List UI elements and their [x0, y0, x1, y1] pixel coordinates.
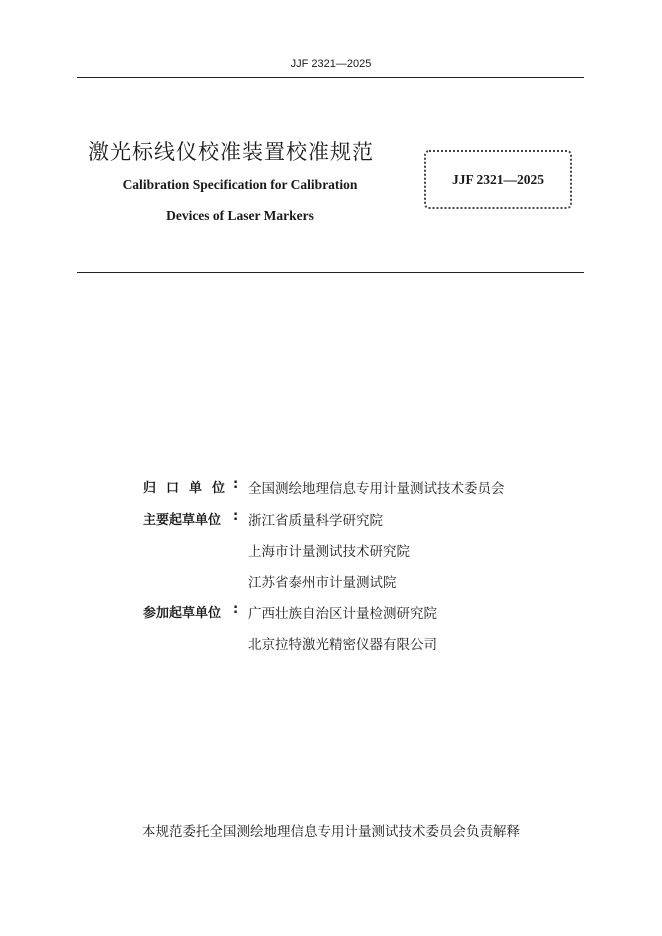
top-divider	[77, 77, 584, 78]
title-english-line1: Calibration Specification for Calibration	[122, 177, 358, 192]
title-chinese: 激光标线仪校准装置校准规范	[88, 140, 374, 164]
main-drafting-colon: :	[233, 509, 239, 524]
interpretation-note: 本规范委托全国测绘地理信息专用计量测试技术委员会负责解释	[142, 824, 520, 840]
main-drafting-unit-3: 江苏省泰州市计量测试院	[248, 575, 397, 591]
centralized-unit-label: 归口单位	[143, 481, 236, 496]
title-english-line2: Devices of Laser Markers	[166, 208, 314, 223]
centralized-unit-1: 全国测绘地理信息专用计量测试技术委员会	[248, 481, 505, 497]
header-standard-code: JJF 2321—2025	[290, 58, 372, 70]
participating-drafting-colon: :	[233, 602, 239, 617]
standard-code-label: JJF 2321—2025	[451, 171, 545, 187]
participating-drafting-unit-1: 广西壮族自治区计量检测研究院	[248, 606, 437, 622]
standard-code-box	[424, 150, 572, 209]
main-drafting-unit-1: 浙江省质量科学研究院	[248, 513, 383, 529]
participating-drafting-unit-2: 北京拉特激光精密仪器有限公司	[248, 637, 437, 653]
participating-drafting-label: 参加起草单位	[143, 606, 222, 621]
centralized-unit-colon: :	[233, 477, 239, 492]
bottom-divider	[77, 272, 584, 273]
main-drafting-unit-2: 上海市计量测试技术研究院	[248, 544, 410, 560]
main-drafting-label: 主要起草单位	[143, 513, 222, 528]
